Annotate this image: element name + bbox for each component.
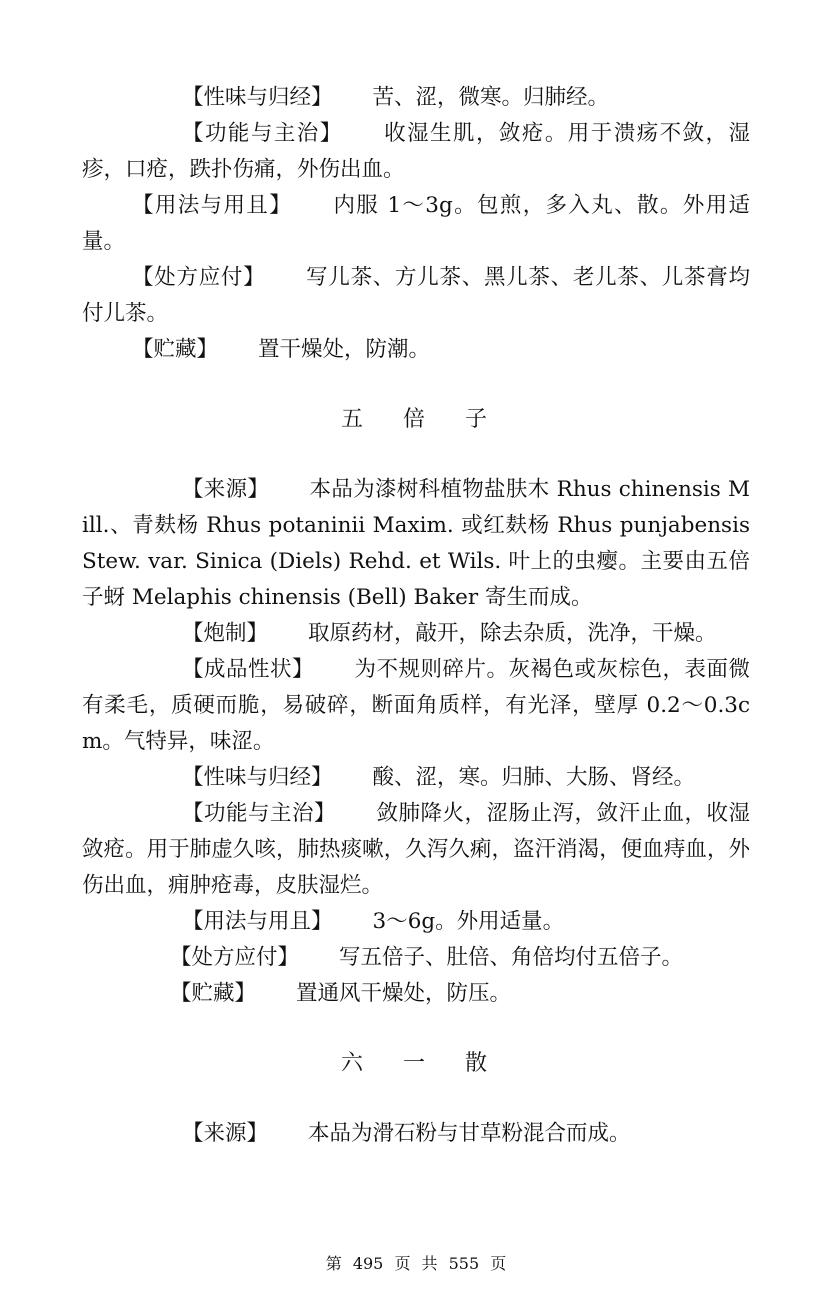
xingzhuang-paragraph bbox=[82, 652, 750, 760]
section-label: 【贮藏】 bbox=[170, 981, 257, 1006]
section-text: 写五倍子、肚倍、角倍均付五倍子。 bbox=[339, 945, 684, 970]
section-label: 【成品性状】 bbox=[182, 657, 314, 682]
section-label: 【用法与用且】 bbox=[132, 193, 293, 218]
section-text: 收湿生肌，敛疮。用于溃疡不敛，湿疹，口疮，跌扑伤痛，外伤出血。 bbox=[82, 121, 750, 182]
yongfa-paragraph bbox=[82, 188, 750, 260]
section-text: 写儿茶、方儿茶、黑儿茶、老儿茶、儿茶膏均付儿茶。 bbox=[82, 265, 750, 326]
chufang-paragraph bbox=[82, 260, 750, 332]
section-text: 为不规则碎片。灰褐色或灰棕色，表面微有柔毛，质硬而脆，易破碎，断面角质样，有光泽，壁厚 0.2～0.3cm。气特异，味涩。 bbox=[82, 657, 750, 754]
section-label: 【用法与用且】 bbox=[182, 909, 333, 934]
section-label: 【处方应付】 bbox=[170, 945, 300, 970]
xingwei-paragraph bbox=[82, 80, 750, 116]
section-text: 敛肺降火，涩肠止泻，敛汗止血，收湿敛疮。用于肺虚久咳，肺热痰嗽，久泻久痢，盗汗消渴，便血痔血，外伤出血，痈肿疮毒，皮肤湿烂。 bbox=[82, 801, 750, 898]
laiyuan-paragraph bbox=[82, 1116, 750, 1152]
heading-char: 散 bbox=[464, 1051, 491, 1076]
section-heading-wubeizi bbox=[82, 402, 750, 438]
section-label: 【功能与主治】 bbox=[182, 801, 336, 826]
heading-char: 子 bbox=[464, 407, 491, 432]
heading-char: 倍 bbox=[403, 407, 429, 432]
zhucang-paragraph bbox=[82, 332, 750, 368]
section-text: 置通风干燥处，防压。 bbox=[296, 981, 512, 1006]
section-label: 【功能与主治】 bbox=[182, 121, 343, 146]
yongfa-paragraph bbox=[82, 904, 750, 940]
section-label: 【来源】 bbox=[182, 477, 270, 502]
xingwei-paragraph bbox=[82, 760, 750, 796]
section-text: 置干燥处，防潮。 bbox=[258, 337, 431, 362]
section-label: 【炮制】 bbox=[182, 621, 269, 646]
laiyuan-paragraph bbox=[82, 472, 750, 616]
heading-char: 六 bbox=[341, 1051, 368, 1076]
section-heading-liuyisan bbox=[82, 1046, 750, 1082]
section-label: 【贮藏】 bbox=[132, 337, 219, 362]
section-text: 3～6g。外用适量。 bbox=[372, 909, 565, 934]
chufang-paragraph bbox=[82, 940, 750, 976]
section-text: 取原药材，敲开，除去杂质，洗净，干燥。 bbox=[308, 621, 717, 646]
section-label: 【性味与归经】 bbox=[182, 85, 333, 110]
heading-char: 一 bbox=[403, 1051, 429, 1076]
zhucang-paragraph bbox=[82, 976, 750, 1012]
gongneng-paragraph bbox=[82, 116, 750, 188]
section-text: 本品为滑石粉与甘草粉混合而成。 bbox=[308, 1121, 631, 1146]
section-text: 苦、涩，微寒。归肺经。 bbox=[372, 85, 610, 110]
section-text: 酸、涩，寒。归肺、大肠、肾经。 bbox=[372, 765, 696, 790]
page-footer: 第 495 页 共 555 页 bbox=[325, 1254, 507, 1273]
page-content bbox=[82, 80, 750, 1152]
section-label: 【性味与归经】 bbox=[182, 765, 333, 790]
gongneng-paragraph bbox=[82, 796, 750, 904]
section-label: 【处方应付】 bbox=[132, 265, 266, 290]
paozhi-paragraph bbox=[82, 616, 750, 652]
section-text: 内服 1～3g。包煎，多入丸、散。外用适量。 bbox=[82, 193, 750, 254]
heading-char: 五 bbox=[341, 407, 368, 432]
section-text: 本品为漆树科植物盐肤木 Rhus chinensis Mill.、青麸杨 Rhus potaninii Maxim. 或红麸杨 Rhus punjabensis Stew. var. Sinica (Diels) Rehd. et Wils. 叶上的虫瘿。主要由五倍子蚜 Melaphis chinensis (Bell) Baker 寄生而成。 bbox=[82, 477, 750, 610]
section-label: 【来源】 bbox=[182, 1121, 269, 1146]
